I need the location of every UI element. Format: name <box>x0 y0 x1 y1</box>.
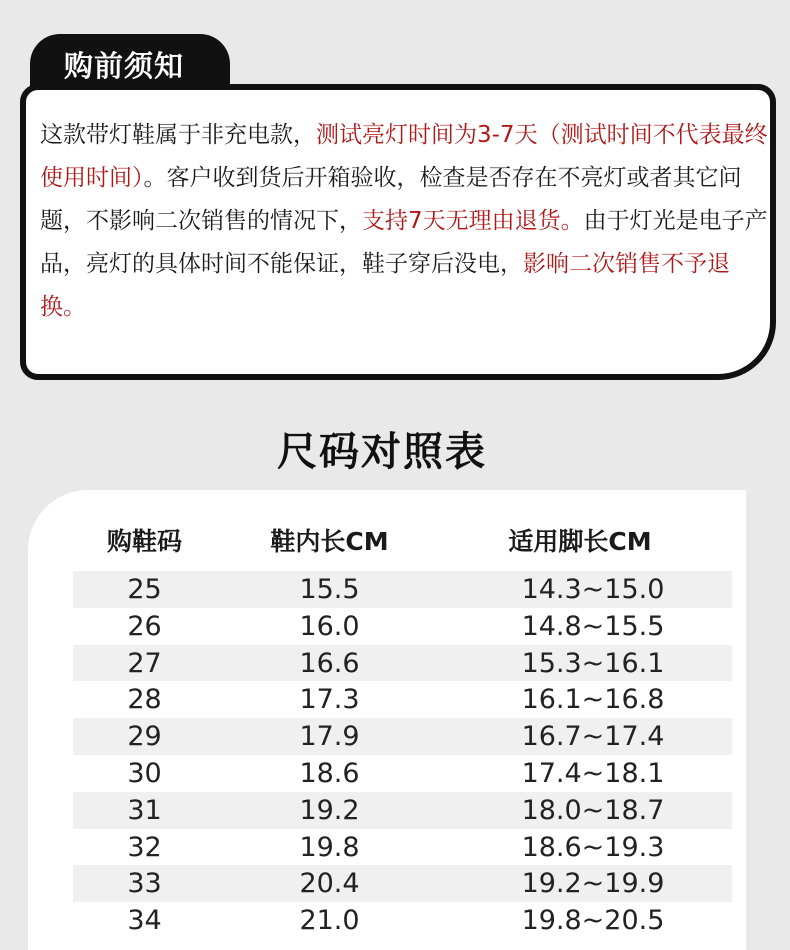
inner-length-cell: 20.4 <box>299 868 360 900</box>
notice-title: 购前须知 <box>64 49 185 83</box>
inner-length-cell: 16.0 <box>299 610 360 642</box>
notice-body-text: 由于灯光是电子产品，亮灯的具体时间不能保证，鞋子穿后没电， <box>40 208 768 277</box>
shoe-size-cell: 34 <box>127 905 162 937</box>
inner-length-cell: 21.0 <box>299 905 360 937</box>
shoe-size-cell: 30 <box>127 757 162 789</box>
inner-length-cell: 18.6 <box>299 757 360 789</box>
table-row <box>73 718 732 755</box>
shoe-size-cell: 29 <box>127 721 162 753</box>
table-row <box>73 792 732 829</box>
shoe-size-cell: 33 <box>127 868 162 900</box>
inner-length-cell: 17.3 <box>299 684 360 716</box>
shoe-size-cell: 25 <box>127 574 162 605</box>
header-shoe-size: 购鞋码 <box>106 527 182 556</box>
inner-length-cell: 19.2 <box>299 794 360 826</box>
inner-length-cell: 19.8 <box>299 831 360 863</box>
table-row <box>73 645 732 682</box>
notice-highlight-text: 支持7天无理由退货。 <box>362 208 584 234</box>
inner-length-cell: 17.9 <box>299 721 360 753</box>
foot-length-cell: 18.0~18.7 <box>521 794 665 826</box>
foot-length-cell: 15.3~16.1 <box>521 647 665 679</box>
table-row <box>73 681 732 718</box>
header-foot-length: 适用脚长CM <box>508 527 652 556</box>
inner-length-cell: 16.6 <box>299 647 360 679</box>
shoe-size-cell: 26 <box>127 610 162 642</box>
shoe-size-cell: 27 <box>127 647 162 679</box>
notice-body-text: 。客户收到货后开箱验收，检查是否存在不亮灯或者其它问题，不影响二次销售的情况下， <box>40 165 742 234</box>
notice-highlight-text: 影响二次销售不予退换。 <box>40 251 730 320</box>
foot-length-cell: 19.2~19.9 <box>521 868 665 900</box>
foot-length-cell: 18.6~19.3 <box>521 831 665 863</box>
shoe-size-cell: 32 <box>127 831 162 863</box>
foot-length-cell: 14.8~15.5 <box>521 610 665 642</box>
size-chart-title: 尺码对照表 <box>277 429 487 475</box>
table-row <box>73 608 732 645</box>
table-row <box>73 902 732 939</box>
shoe-size-cell: 31 <box>127 794 162 826</box>
foot-length-cell: 19.8~20.5 <box>521 905 665 937</box>
table-row <box>73 829 732 866</box>
foot-length-cell: 16.7~17.4 <box>521 721 665 753</box>
notice-highlight-text: 测试亮灯时间为3-7天（测试时间不代表最终使用时间） <box>40 122 768 191</box>
size-table-rows <box>73 571 732 939</box>
foot-length-cell: 16.1~16.8 <box>521 684 665 716</box>
notice-text <box>40 114 768 329</box>
table-row <box>73 865 732 902</box>
foot-length-cell: 14.3~15.0 <box>521 574 665 605</box>
inner-length-cell: 15.5 <box>299 574 360 605</box>
table-row <box>73 571 732 608</box>
table-row <box>73 755 732 792</box>
shoe-size-cell: 28 <box>127 684 162 716</box>
notice-body-text: 这款带灯鞋属于非充电款， <box>40 122 316 148</box>
foot-length-cell: 17.4~18.1 <box>521 757 665 789</box>
header-inner-length: 鞋内长CM <box>270 527 389 556</box>
